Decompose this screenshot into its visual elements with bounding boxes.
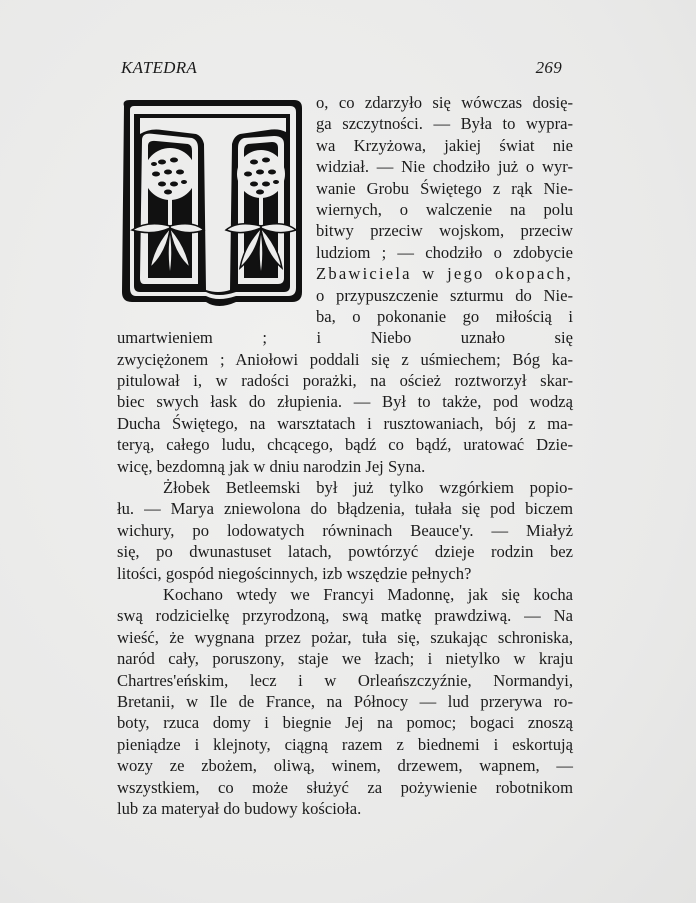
text-line: widział. — Nie chodziło już o wyr- xyxy=(316,157,573,177)
text-line: wicę, bezdomną jak w dniu narodzin Jej Syna. xyxy=(117,456,426,476)
text-line: wieść, że wygnana przez pożar, tuła się, szukając schroniska, xyxy=(117,627,573,647)
drop-cap-t xyxy=(118,96,306,308)
text-line: Chartres'eńskim, lecz i w Orleańszczyźnie, Normandyi, xyxy=(117,670,573,690)
text-line: o przypuszczenie szturmu do Nie- xyxy=(316,285,573,305)
text-line: swą rodzicielkę przyrodzoną, swą matkę prawdziwą. — Na xyxy=(117,606,573,626)
text-line: ba, o pokonanie go miłością i xyxy=(316,306,573,326)
text-line: Kochano wtedy we Francyi Madonnę, jak się kocha xyxy=(163,584,573,604)
text-line: pieniądze i klejnoty, ciągną razem z biednemi i eskortują xyxy=(117,734,573,754)
text-line: lub za materyał do budowy kościoła. xyxy=(117,798,362,818)
text-line: Bretanii, w Ile de France, na Północy — lud przerywa ro- xyxy=(117,691,573,711)
text-line: umartwieniem ; i Niebo uznało się xyxy=(117,328,573,348)
text-line: biec swych łask do złupienia. — Był to także, pod wodzą xyxy=(117,392,573,412)
text-line: się, po dwunastuset latach, powtórzyć dzieje rodzin bez xyxy=(117,542,573,562)
paragraph-2 xyxy=(117,477,573,584)
text-line: wichury, po lodowatych równinach Beauce'y. — Miałyż xyxy=(117,520,573,540)
text-line: wanie Grobu Świętego z rąk Nie- xyxy=(316,178,573,198)
text-line: o, co zdarzyło się wówczas dosię- xyxy=(316,93,573,112)
text-line: ludziom ; — chodziło o zdobycie xyxy=(316,242,573,262)
text-line: Ducha Świętego, na warsztatach i rusztowaniach, bój z ma- xyxy=(117,413,573,433)
text-line: ga szczytności. — Była to wypra- xyxy=(316,114,573,134)
text-line: litości, gospód niegościnnych, izb wszędzie pełnych? xyxy=(117,563,472,583)
running-title: KATEDRA xyxy=(121,58,198,77)
text-line: wa Krzyżowa, jakiej świat nie xyxy=(316,135,573,155)
text-line: Żłobek Betleemski był już tylko wzgórkiem popio- xyxy=(163,478,573,498)
text-line: boty, rzuca domy i biegnie Jej na pomoc; bogaci znoszą xyxy=(117,713,573,733)
page-number: 269 xyxy=(535,58,562,77)
text-line: zwyciężonem ; Aniołowi poddali się z uśmiechem; Bóg ka- xyxy=(117,349,573,369)
text-line: bitwy przeciw wojskom, przeciw xyxy=(316,221,573,241)
text-line: teryą, całego ludu, chcącego, bądź co bądź, uratować Dzie- xyxy=(117,435,573,455)
text-line: wozy ze zbożem, oliwą, winem, drzewem, wapnem, — xyxy=(117,756,573,776)
text-line: wszystkiem, co może służyć za pożywienie robotnikom xyxy=(117,777,573,797)
ornamental-initial-t-icon xyxy=(118,96,306,308)
running-head xyxy=(121,58,562,82)
paragraph-3 xyxy=(117,584,573,819)
text-line: łu. — Marya zniewolona do błądzenia, tułała się pod biczem xyxy=(117,499,573,519)
text-line: pitulował i, w radości porażki, na oścież roztworzył skar- xyxy=(117,371,573,391)
text-line: wiernych, o walczenie na polu xyxy=(316,199,573,219)
text-line: naród cały, poruszony, staje we łzach; i nietylko w kraju xyxy=(117,649,573,669)
text-block xyxy=(117,92,573,819)
text-line: Zbawiciela w jego okopach, xyxy=(316,264,573,284)
